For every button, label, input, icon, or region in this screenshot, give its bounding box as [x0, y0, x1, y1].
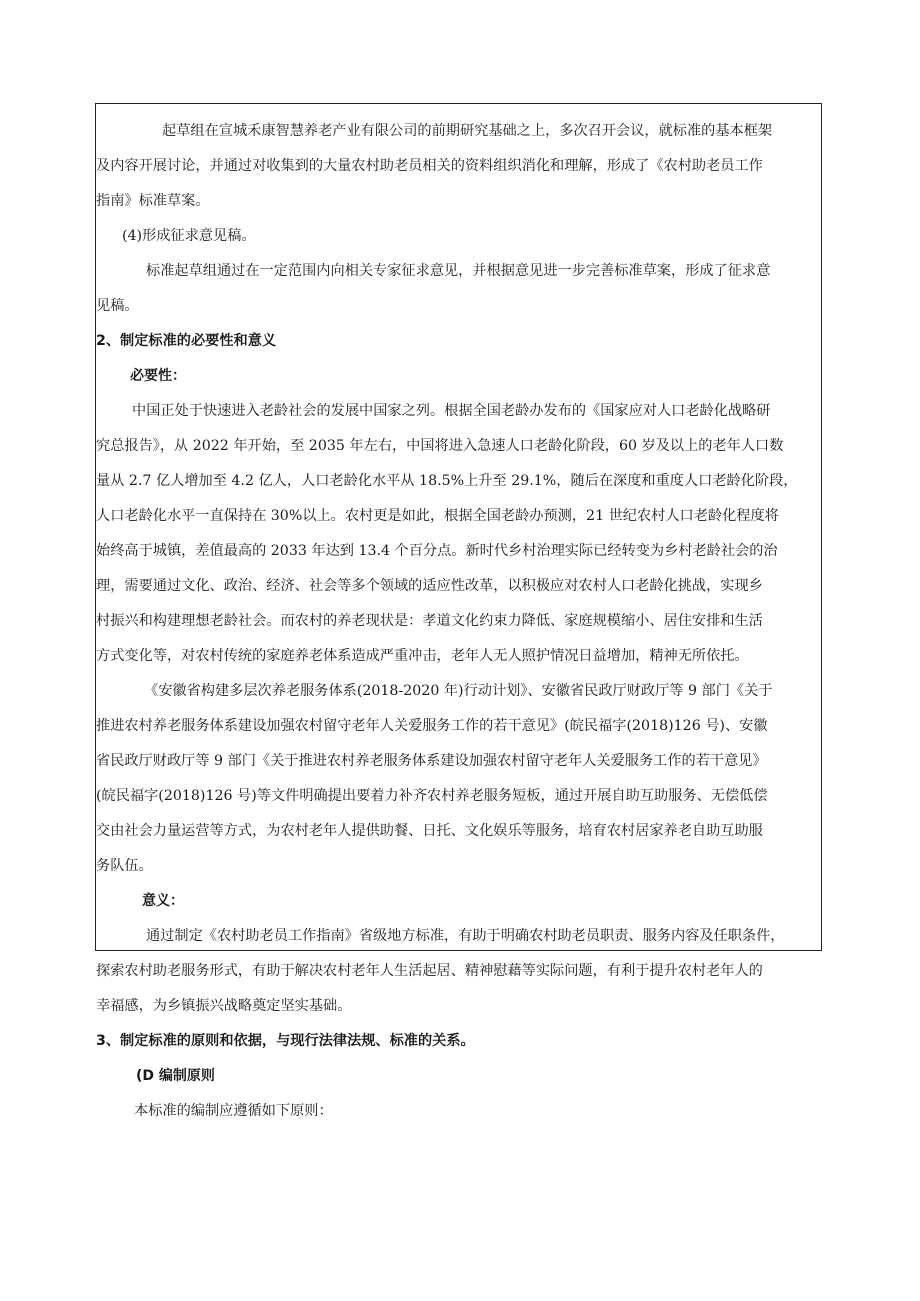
paragraph-line: 通过制定《农村助老员工作指南》省级地方标准，有助于明确农村助老员职责、服务内容及任职条件， — [146, 928, 785, 944]
paragraph-line: 方式变化等，对农村传统的家庭养老体系造成严重冲击，老年人无人照护情况日益增加，精神无所依托。 — [96, 648, 749, 664]
paragraph-line: 省民政厅财政厅等 9 部门《关于推进农村养老服务体系建设加强农村留守老年人关爱服务工作的若干意见》 — [96, 753, 767, 769]
paragraph-line: (皖民福字(2018)126 号)等文件明确提出要着力补齐农村养老服务短板，通过开展自助互助服务、无偿低偿 — [96, 788, 768, 804]
paragraph-line: 探索农村助老服务形式，有助于解决农村老年人生活起居、精神慰藉等实际问题，有利于提升农村老年人的 — [96, 963, 763, 979]
paragraph-line: 见稿。 — [96, 298, 139, 314]
subsection-label: (D 编制原则 — [136, 1068, 215, 1084]
paragraph-line: 起草组在宣城禾康智慧养老产业有限公司的前期研究基础之上，多次召开会议，就标准的基本框架 — [162, 123, 773, 139]
subsection-label: 必要性： — [130, 368, 186, 384]
paragraph-line: 本标准的编制应遵循如下原则： — [134, 1103, 333, 1119]
paragraph-line: 幸福感，为乡镇振兴战略奠定坚实基础。 — [96, 998, 352, 1014]
paragraph-line: 务队伍。 — [96, 858, 153, 874]
document-body — [96, 114, 820, 1129]
list-item: (4)形成征求意见稿。 — [122, 228, 256, 244]
paragraph-line: 《安徽省构建多层次养老服务体系(2018-2020 年)行动计划》、安徽省民政厅财政厅等 9 部门《关于 — [144, 683, 773, 699]
paragraph-line: 理，需要通过文化、政治、经济、社会等多个领域的适应性改革，以积极应对农村人口老龄化挑战，实现乡 — [96, 578, 763, 594]
section-heading: 2、制定标准的必要性和意义 — [96, 333, 277, 349]
paragraph-line: 村振兴和构建理想老龄社会。而农村的养老现状是：孝道文化约束力降低、家庭规模缩小、居住安排和生活 — [96, 613, 763, 629]
paragraph-line: 推进农村养老服务体系建设加强农村留守老年人关爱服务工作的若干意见》(皖民福字(2018)126 号)、安徽 — [96, 718, 768, 734]
paragraph-line: 始终高于城镇，差值最高的 2033 年达到 13.4 个百分点。新时代乡村治理实际已经转变为乡村老龄社会的治 — [96, 543, 778, 559]
paragraph-line: 人口老龄化水平一直保持在 30%以上。农村更是如此，根据全国老龄办预测，21 世纪农村人口老龄化程度将 — [96, 508, 779, 524]
paragraph-line: 标准起草组通过在一定范围内向相关专家征求意见，并根据意见进一步完善标准草案，形成了征求意 — [146, 263, 771, 279]
paragraph-line: 及内容开展讨论，并通过对收集到的大量农村助老员相关的资料组织消化和理解，形成了《农村助老员工作 — [96, 158, 763, 174]
paragraph-line: 量从 2.7 亿人增加至 4.2 亿人，人口老龄化水平从 18.5%上升至 29.1%，随后在深度和重度人口老龄化阶段， — [96, 473, 798, 489]
section-heading: 3、制定标准的原则和依据，与现行法律法规、标准的关系。 — [96, 1033, 475, 1049]
subsection-label: 意义： — [142, 893, 184, 909]
paragraph-line: 中国正处于快速进入老龄社会的发展中国家之列。根据全国老龄办发布的《国家应对人口老龄化战略研 — [132, 403, 771, 419]
paragraph-line: 指南》标准草案。 — [96, 193, 210, 209]
paragraph-line: 究总报告》，从 2022 年开始，至 2035 年左右，中国将进入急速人口老龄化阶段，60 岁及以上的老年人口数 — [96, 438, 784, 454]
paragraph-line: 交由社会力量运营等方式，为农村老年人提供助餐、日托、文化娱乐等服务，培育农村居家养老自助互助服 — [96, 823, 763, 839]
